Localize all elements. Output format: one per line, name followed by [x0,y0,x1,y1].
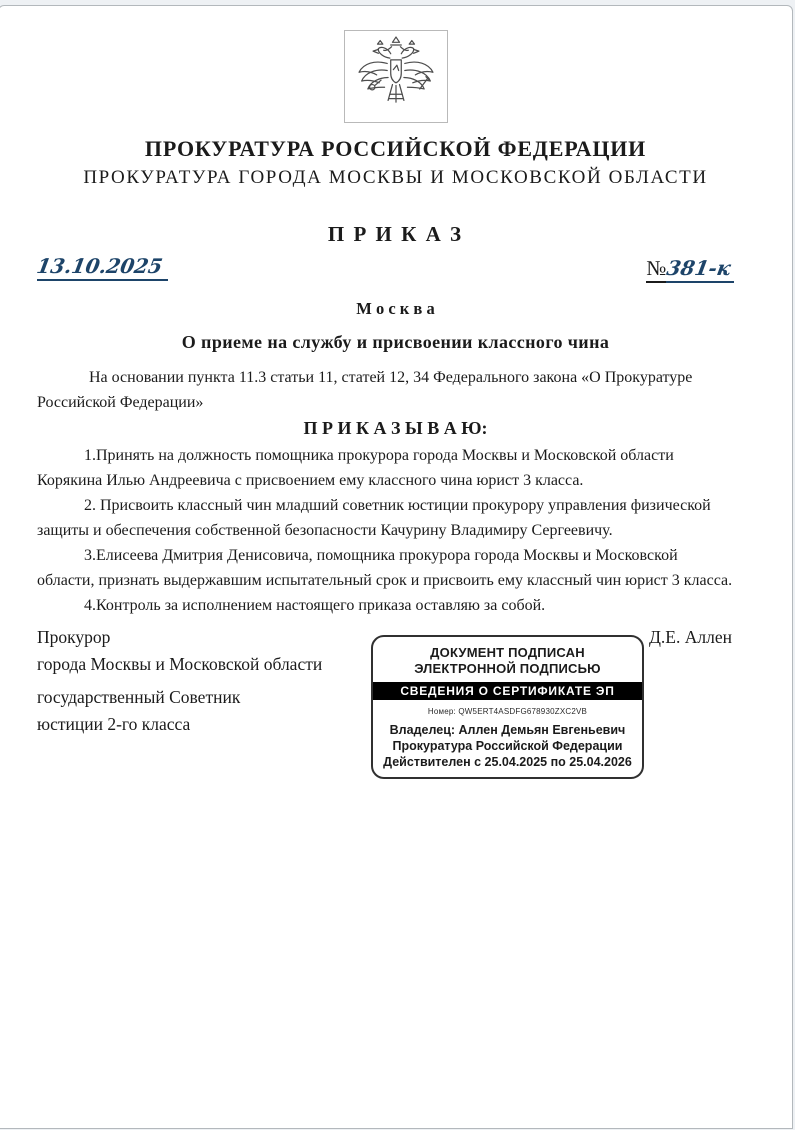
order-items [0,443,792,618]
subject-line: О приеме на службу и присвоении классного чина [181,332,610,352]
russia-coat-of-arms-icon [352,34,440,119]
doc-number [646,256,734,281]
stamp-title-line1: ДОКУМЕНТ ПОДПИСАН [430,645,585,660]
org-name-primary: ПРОКУРАТУРА РОССИЙСКОЙ ФЕДЕРАЦИИ [144,136,647,161]
signer-name: Д.Е. Аллен [649,627,732,647]
date-number-row [0,247,792,281]
stamp-cert-header: СВЕДЕНИЯ О СЕРТИФИКАТЕ ЭП [373,682,642,700]
doc-date: 13.10.2025 [37,254,168,281]
signature-area [0,622,792,792]
document-sheet [0,5,793,1129]
order-item-2: 2. Присвоить классный чин младший советник юстиции прокурору управления физической защиты и обеспечения собственной безопасности Качурину Владимиру Сергеевичу. [37,497,711,539]
stamp-title [373,637,642,677]
number-value: 381-к [666,256,734,283]
signer-rank-line1: государственный Советник [37,687,241,707]
emblem-box [344,30,448,123]
signer-post-block [37,624,322,738]
cert-validity: Действителен с 25.04.2025 по 25.04.2026 [383,755,632,769]
preamble-paragraph: На основании пункта 11.3 статьи 11, статей 12, 34 Федерального закона «О Прокуратуре Российской Федерации» [37,369,693,411]
signer-post-line1: Прокурор [37,627,111,647]
number-sign: № [646,256,666,283]
cert-number: Номер: QW5ERT4ASDFG678930ZXC2VB [427,707,588,716]
city-label: М о с к в а [356,299,435,318]
signer-rank-line2: юстиции 2-го класса [37,714,191,734]
org-name-secondary: ПРОКУРАТУРА ГОРОДА МОСКВЫ И МОСКОВСКОЙ ОБЛАСТИ [83,167,708,188]
e-signature-stamp [371,635,644,779]
order-item-4: 4.Контроль за исполнением настоящего приказа оставляю за собой. [84,597,546,614]
order-item-1: 1.Принять на должность помощника прокурора города Москвы и Московской области Корякина Илью Андреевича с присвоением ему классного чина юрист 3 класса. [37,447,674,489]
order-item-3: 3.Елисеева Дмитрия Денисовича, помощника прокурора города Москвы и Московской области, признать выдержавшим испытательный срок и присвоить ему классный чин юрист 3 класса. [37,547,733,589]
cert-owner: Владелец: Аллен Демьян Евгеньевич [389,723,626,737]
cert-organization: Прокуратура Российской Федерации [392,739,623,753]
stamp-title-line2: ЭЛЕКТРОННОЙ ПОДПИСЬЮ [414,661,601,676]
resolution-word: П Р И К А З Ы В А Ю: [303,418,488,438]
doc-type-title: П Р И К А З [327,222,464,246]
signer-post-line2: города Москвы и Московской области [37,654,323,674]
